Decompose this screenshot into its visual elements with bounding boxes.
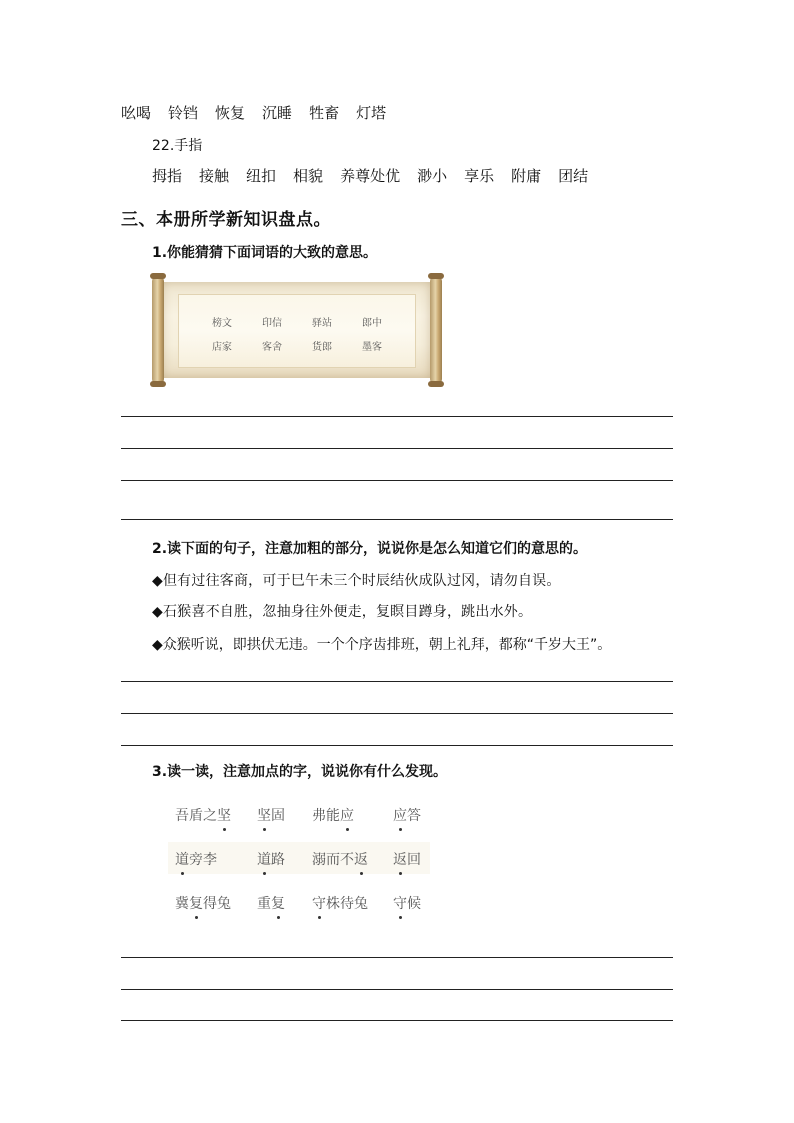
answer-line[interactable] xyxy=(121,416,673,417)
vocab-word: 吆喝 xyxy=(121,104,152,122)
dotted-char: 返 xyxy=(393,849,407,869)
scroll-word-list xyxy=(212,314,382,362)
vocab-word: 养尊处优 xyxy=(340,167,401,185)
vocab-word: 拇指 xyxy=(152,167,183,185)
answer-line[interactable] xyxy=(121,448,673,449)
scroll-word: 郎中 xyxy=(362,318,382,329)
scroll-word: 印信 xyxy=(262,318,282,329)
phrase: 冀复得兔 xyxy=(175,893,231,913)
scroll-word: 货郎 xyxy=(312,342,332,353)
answer-line[interactable] xyxy=(121,1020,673,1021)
dotted-char: 应 xyxy=(340,805,354,825)
scroll-word: 客舍 xyxy=(262,342,282,353)
vocab-word: 沉睡 xyxy=(262,104,293,122)
dotted-char: 道 xyxy=(257,849,271,869)
vocab-word: 渺小 xyxy=(417,167,448,185)
dotted-char: 坚 xyxy=(217,805,231,825)
vocab-word: 铃铛 xyxy=(168,104,199,122)
phrase: 守株待兔 xyxy=(312,893,368,913)
dotted-char: 守 xyxy=(393,893,407,913)
answer-line[interactable] xyxy=(121,519,673,520)
answer-line[interactable] xyxy=(121,745,673,746)
scroll-word: 墨客 xyxy=(362,342,382,353)
scroll-rod-left xyxy=(152,276,164,384)
answer-line[interactable] xyxy=(121,480,673,481)
vocab-word: 附庸 xyxy=(511,167,542,185)
vocab-row-top xyxy=(121,102,403,123)
phrase: 弗能应 xyxy=(312,805,354,825)
phrase: 道路 xyxy=(257,849,285,869)
vocab-word: 恢复 xyxy=(215,104,246,122)
scroll-word-row xyxy=(212,338,382,353)
scroll-image xyxy=(152,276,442,384)
phrase: 道旁李 xyxy=(175,849,217,869)
sentence-item: ◆但有过往客商，可于巳午未三个时辰结伙成队过冈，请勿自误。 xyxy=(152,573,561,589)
dotted-char: 复 xyxy=(271,893,285,913)
vocab-word: 团结 xyxy=(558,167,589,185)
scroll-word: 店家 xyxy=(212,342,232,353)
scroll-word-row xyxy=(212,314,382,329)
question-3: 3.读一读，注意加点的字，说说你有什么发现。 xyxy=(152,764,448,780)
phrase: 返回 xyxy=(393,849,421,869)
dotted-char: 应 xyxy=(393,805,407,825)
scroll-cap xyxy=(150,381,166,387)
dotted-char: 道 xyxy=(175,849,189,869)
phrase: 溺而不返 xyxy=(312,849,368,869)
lesson-title: 22.手指 xyxy=(152,138,203,154)
scroll-word: 驿站 xyxy=(312,318,332,329)
phrase: 吾盾之坚 xyxy=(175,805,231,825)
sentence-item: ◆众猴听说，即拱伏无违。一个个序齿排班，朝上礼拜，都称“千岁大王”。 xyxy=(152,637,612,653)
vocab-word: 纽扣 xyxy=(246,167,277,185)
dotted-char: 返 xyxy=(354,849,368,869)
answer-line[interactable] xyxy=(121,681,673,682)
dotted-char: 坚 xyxy=(257,805,271,825)
answer-line[interactable] xyxy=(121,713,673,714)
scroll-cap xyxy=(428,273,444,279)
phrase: 应答 xyxy=(393,805,421,825)
vocab-row-lesson22 xyxy=(152,165,605,186)
phrase: 坚固 xyxy=(257,805,285,825)
answer-line[interactable] xyxy=(121,957,673,958)
vocab-word: 相貌 xyxy=(293,167,324,185)
dotted-char: 复 xyxy=(189,893,203,913)
section-heading: 三、本册所学新知识盘点。 xyxy=(121,210,331,230)
phrase: 重复 xyxy=(257,893,285,913)
vocab-word: 享乐 xyxy=(464,167,495,185)
question-1: 1.你能猜猜下面词语的大致的意思。 xyxy=(152,245,378,261)
dotted-char: 守 xyxy=(312,893,326,913)
scroll-cap xyxy=(150,273,166,279)
scroll-cap xyxy=(428,381,444,387)
vocab-word: 灯塔 xyxy=(356,104,387,122)
vocab-word: 牲畜 xyxy=(309,104,340,122)
scroll-word: 榜文 xyxy=(212,318,232,329)
sentence-item: ◆石猴喜不自胜，忽抽身往外便走，复瞑目蹲身，跳出水外。 xyxy=(152,604,533,620)
answer-line[interactable] xyxy=(121,989,673,990)
question-2: 2.读下面的句子，注意加粗的部分，说说你是怎么知道它们的意思的。 xyxy=(152,541,588,557)
scroll-rod-right xyxy=(430,276,442,384)
phrase: 守候 xyxy=(393,893,421,913)
vocab-word: 接触 xyxy=(199,167,230,185)
